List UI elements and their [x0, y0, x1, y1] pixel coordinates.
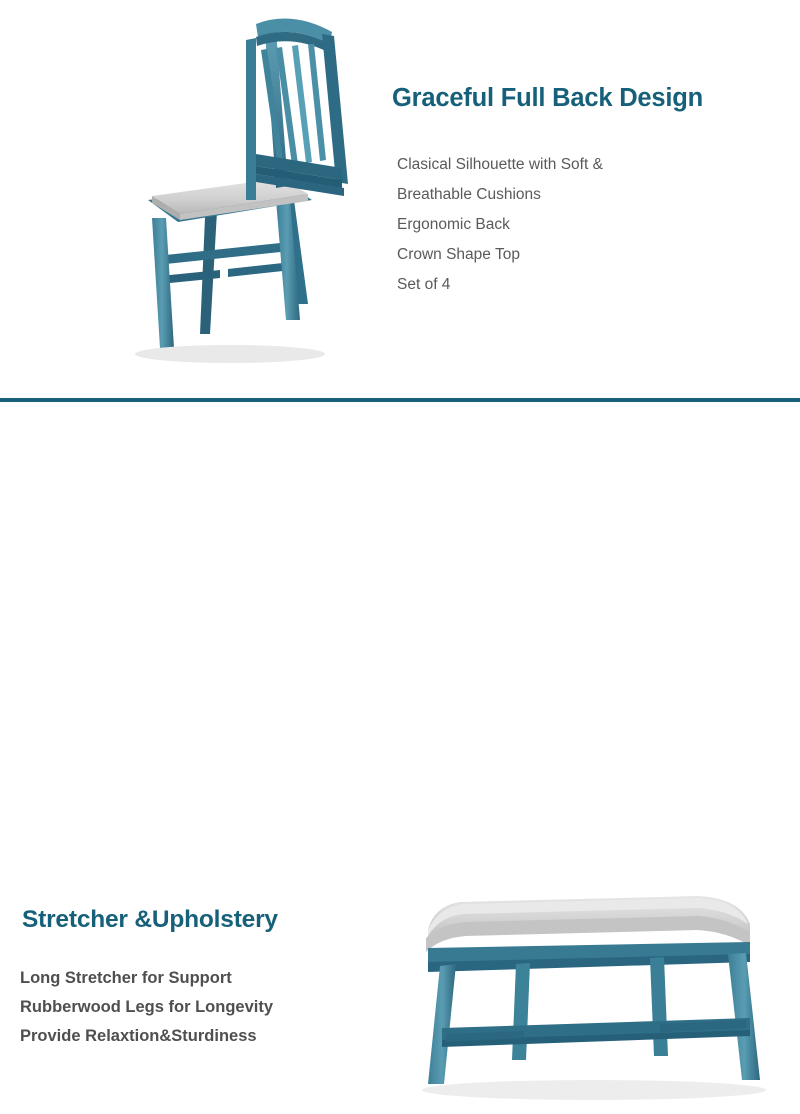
panel-2-bullet-3: Provide Relaxtion&Sturdiness	[20, 1027, 257, 1045]
panel-stretcher-upholstery	[0, 402, 800, 1045]
panel-1-bullet-1: Clasical Silhouette with Soft &	[397, 156, 603, 173]
panel-2-bullet-2: Rubberwood Legs for Longevity	[20, 998, 274, 1016]
panel-full-back-design	[0, 0, 800, 398]
panel-1-bullets	[397, 150, 797, 300]
panel-2-heading: Stretcher &Upholstery	[22, 906, 278, 933]
panel-1-bullet-4: Crown Shape Top	[397, 246, 520, 263]
chair-product-image	[60, 4, 360, 384]
panel-1-bullet-3: Ergonomic Back	[397, 216, 510, 233]
panel-1-bullet-2: Breathable Cushions	[397, 186, 541, 203]
bench-product-image	[398, 884, 788, 1114]
panel-1-bullet-5: Set of 4	[397, 276, 451, 293]
panel-2-bullets	[20, 964, 380, 1051]
panel-2-bullet-1: Long Stretcher for Support	[20, 969, 232, 987]
panel-1-heading: Graceful Full Back Design	[392, 84, 704, 112]
